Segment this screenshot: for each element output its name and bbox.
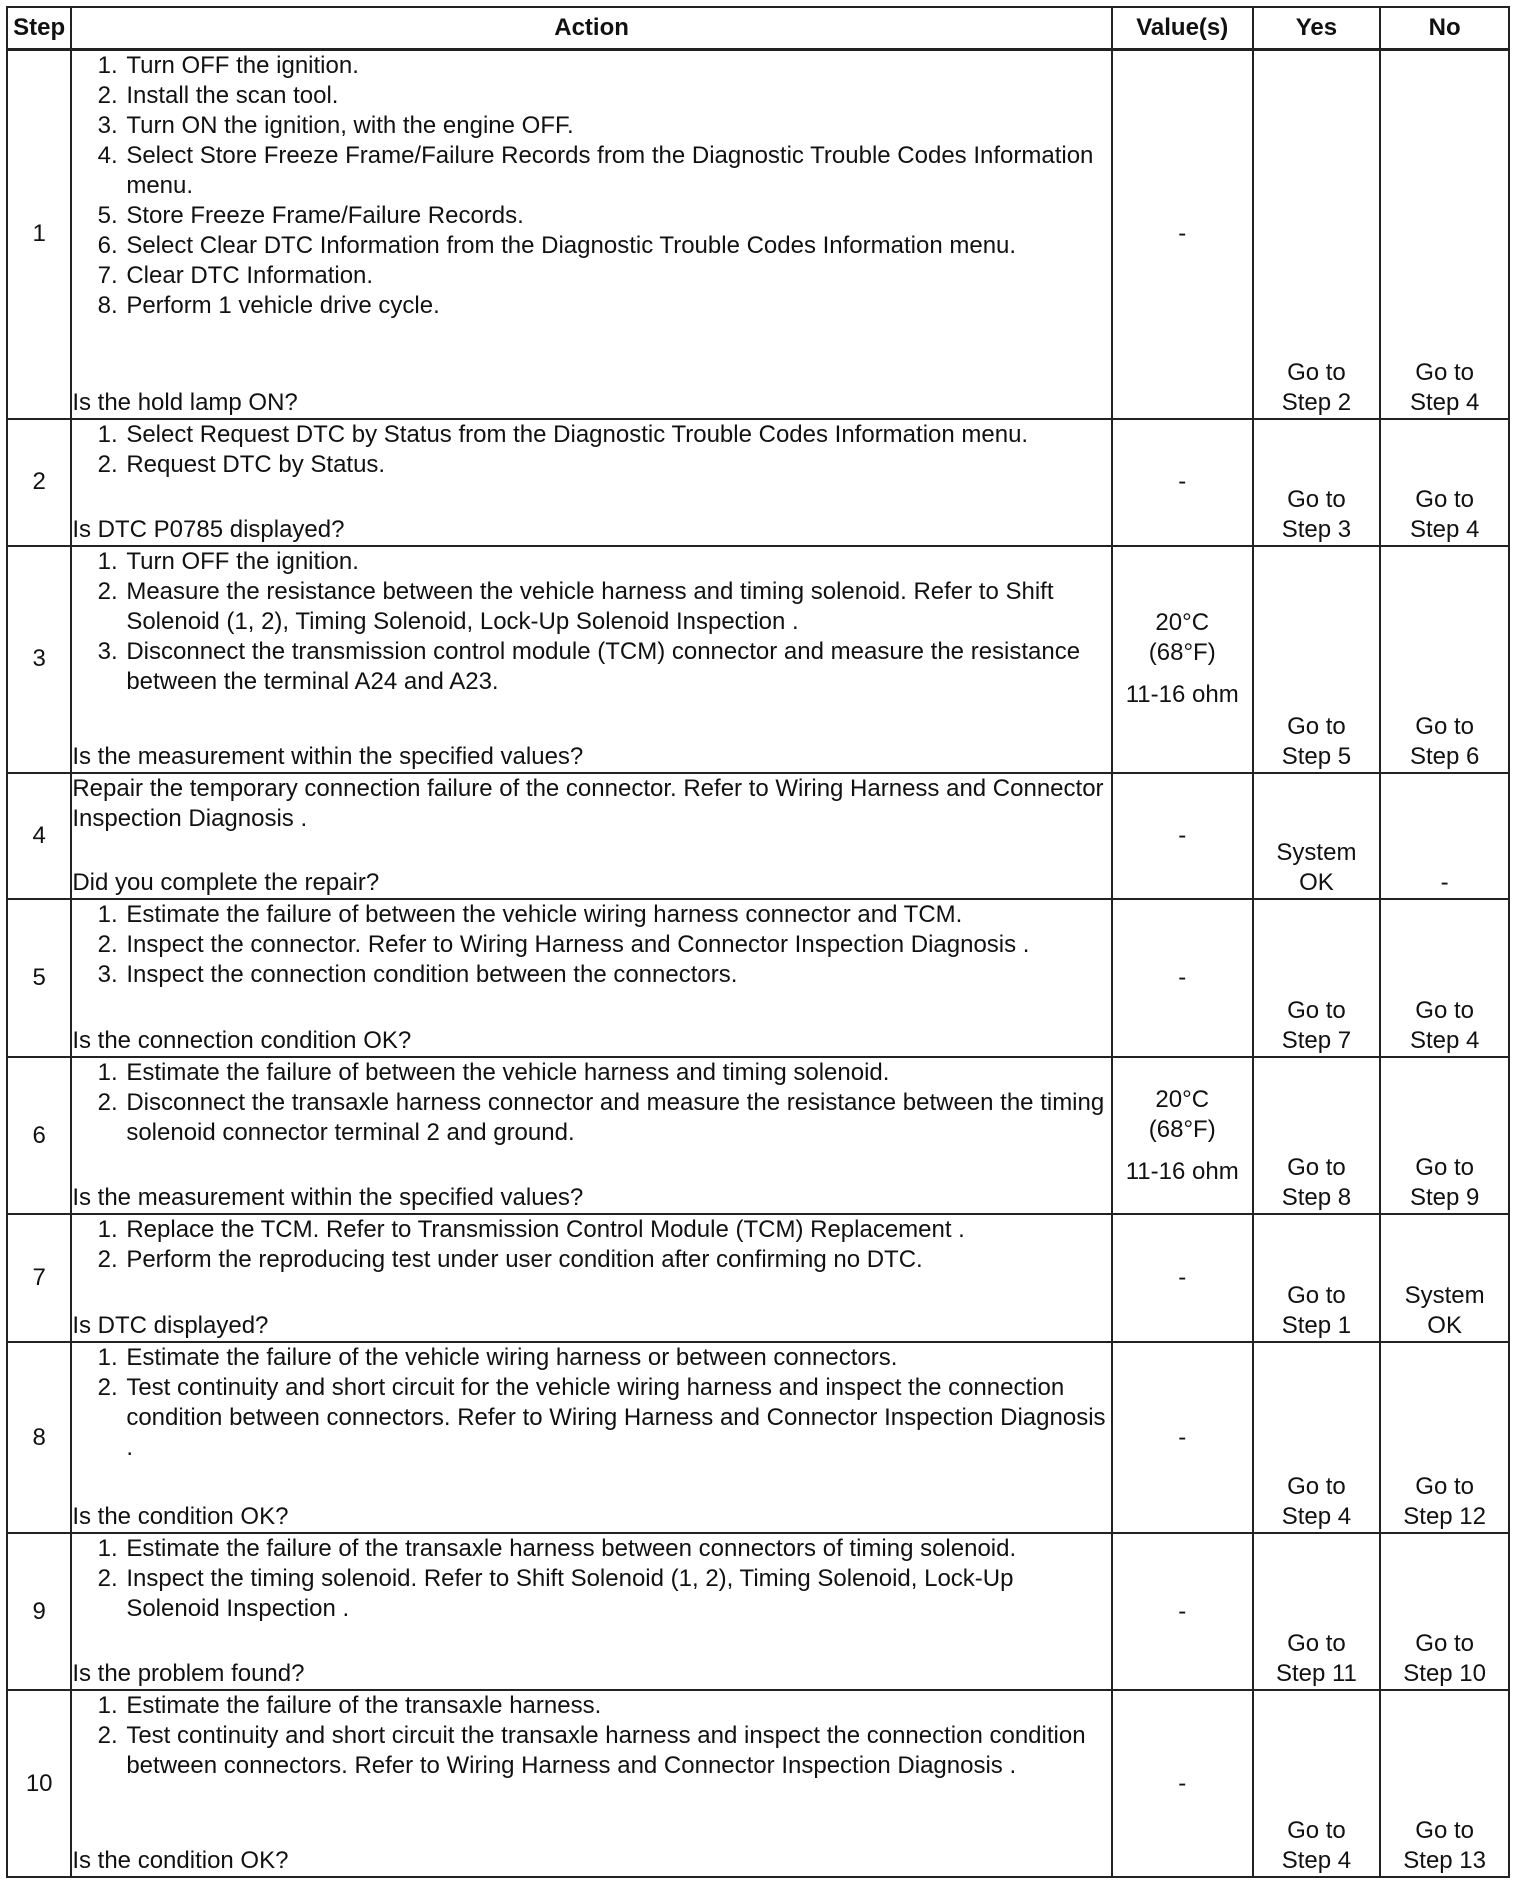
yes-line: Go to [1287, 997, 1346, 1025]
value-cell [1112, 546, 1253, 773]
value-line: (68°F) [1148, 639, 1216, 667]
no-cell [1380, 1342, 1509, 1533]
table-row [7, 773, 1509, 899]
instruction-list [72, 1215, 1111, 1275]
instruction-list [72, 900, 1111, 990]
instruction-item: 1. Turn OFF the ignition. [124, 547, 1111, 577]
instruction-list [72, 1534, 1111, 1624]
table-row [7, 419, 1509, 547]
value-text: - [1178, 1597, 1187, 1625]
no-cell [1380, 1057, 1509, 1214]
value-line: 20°C [1155, 1085, 1210, 1113]
value-cell [1112, 419, 1253, 547]
action-content [72, 420, 1111, 546]
instruction-item: 2. Inspect the connector. Refer to Wiring Harness and Connector Inspection Diagnosis . [124, 930, 1111, 960]
action-instructions [72, 774, 1111, 834]
yes-line: System [1276, 839, 1357, 867]
step-number: 2 [7, 419, 71, 547]
step-number: 6 [7, 1057, 71, 1214]
yes-cell [1253, 419, 1381, 547]
yes-line: Step 7 [1281, 1027, 1352, 1055]
value-text: - [1178, 1264, 1187, 1292]
no-line: Step 4 [1409, 516, 1480, 544]
no-line: Go to [1415, 358, 1474, 386]
yes-line: Go to [1287, 1817, 1346, 1844]
action-cell [71, 1057, 1112, 1214]
action-instructions [72, 1534, 1111, 1624]
no-line: OK [1427, 1311, 1462, 1339]
value-line: 11-16 ohm [1125, 1157, 1239, 1185]
action-content [72, 51, 1111, 418]
action-question: Is the condition OK? [72, 1503, 289, 1531]
action-content [72, 1215, 1111, 1341]
no-cell [1380, 50, 1509, 419]
action-question: Is the condition OK? [72, 1847, 289, 1874]
step-number: 9 [7, 1533, 71, 1690]
yes-line: Go to [1287, 358, 1346, 386]
yes-cell [1253, 1214, 1381, 1342]
instruction-item: 2. Disconnect the transaxle harness connector and measure the resistance between the timing solenoid connector terminal 2 and ground. [124, 1088, 1111, 1148]
yes-line: Step 4 [1281, 1847, 1352, 1874]
action-instructions [72, 547, 1111, 697]
yes-line: Step 4 [1281, 1503, 1352, 1531]
table-row [7, 50, 1509, 419]
no-cell [1380, 419, 1509, 547]
value-line: 20°C [1155, 609, 1210, 637]
action-cell [71, 1533, 1112, 1690]
instruction-list [72, 1343, 1111, 1463]
instruction-item: 3. Disconnect the transmission control module (TCM) connector and measure the resistance between the terminal A24 and A23. [124, 637, 1111, 697]
yes-line: Step 1 [1281, 1311, 1352, 1339]
no-line: Step 9 [1409, 1184, 1480, 1212]
instruction-item: 2. Request DTC by Status. [124, 450, 1111, 480]
action-content [72, 1343, 1111, 1532]
yes-line: Step 5 [1281, 742, 1352, 770]
instruction-item: 2. Install the scan tool. [124, 81, 1111, 111]
action-cell [71, 899, 1112, 1057]
yes-line: Go to [1287, 1281, 1346, 1309]
instruction-item: 2. Test continuity and short circuit the transaxle harness and inspect the connection condition between connectors. Refer to Wiring Harness and Connector Inspection Diagnosis . [124, 1721, 1111, 1781]
yes-line: Step 3 [1281, 516, 1352, 544]
action-instructions [72, 1691, 1111, 1781]
value-cell [1112, 1533, 1253, 1690]
table-row [7, 1214, 1509, 1342]
value-cell [1112, 1690, 1253, 1877]
yes-cell [1253, 773, 1381, 899]
value-text: - [1178, 1423, 1187, 1451]
no-cell [1380, 546, 1509, 773]
yes-line: Step 2 [1281, 388, 1352, 416]
no-line: Step 6 [1409, 742, 1480, 770]
instruction-item: 1. Estimate the failure of between the vehicle harness and timing solenoid. [124, 1058, 1111, 1088]
no-line: Go to [1415, 1817, 1474, 1844]
no-cell [1380, 1214, 1509, 1342]
no-cell [1380, 1690, 1509, 1877]
no-cell [1380, 1533, 1509, 1690]
yes-cell [1253, 546, 1381, 773]
step-number: 1 [7, 50, 71, 419]
step-number: 3 [7, 546, 71, 773]
action-cell [71, 1690, 1112, 1877]
no-line: Step 13 [1403, 1847, 1486, 1874]
yes-line: Step 8 [1281, 1184, 1352, 1212]
value-cell [1112, 50, 1253, 419]
action-instructions [72, 1215, 1111, 1275]
instruction-list [72, 51, 1111, 321]
yes-line: Step 11 [1275, 1660, 1357, 1688]
header-values: Value(s) [1112, 7, 1253, 50]
yes-line: Go to [1287, 1630, 1346, 1658]
yes-cell [1253, 1342, 1381, 1533]
instruction-item: 4. Select Store Freeze Frame/Failure Records from the Diagnostic Trouble Codes Information menu. [124, 141, 1111, 201]
action-question: Is the connection condition OK? [72, 1027, 412, 1055]
instruction-item: 2. Perform the reproducing test under user condition after confirming no DTC. [124, 1245, 1111, 1275]
value-gap [1113, 1145, 1252, 1157]
instruction-item: 1. Estimate the failure of between the vehicle wiring harness connector and TCM. [124, 900, 1111, 930]
yes-cell [1253, 1690, 1381, 1877]
step-number: 8 [7, 1342, 71, 1533]
table-row [7, 899, 1509, 1057]
instruction-text: Repair the temporary connection failure of the connector. Refer to Wiring Harness and Connector Inspection Diagnosis . [72, 774, 1104, 832]
action-instructions [72, 1058, 1111, 1148]
step-number: 5 [7, 899, 71, 1057]
value-line: 11-16 ohm [1125, 681, 1239, 709]
no-line: Go to [1415, 712, 1474, 740]
value-text: - [1178, 1769, 1187, 1797]
instruction-item: 6. Select Clear DTC Information from the Diagnostic Trouble Codes Information menu. [124, 231, 1111, 261]
no-line: Step 10 [1403, 1660, 1486, 1688]
instruction-list [72, 1691, 1111, 1781]
yes-line: OK [1299, 869, 1334, 897]
action-question: Is the problem found? [72, 1660, 305, 1688]
table-body [7, 50, 1509, 1878]
action-question: Is the measurement within the specified values? [72, 742, 584, 770]
action-instructions [72, 420, 1111, 480]
no-line: Go to [1415, 1630, 1474, 1658]
instruction-item: 8. Perform 1 vehicle drive cycle. [124, 291, 1111, 321]
instruction-item: 2. Inspect the timing solenoid. Refer to Shift Solenoid (1, 2), Timing Solenoid, Lock-Up Solenoid Inspection . [124, 1564, 1111, 1624]
no-line: Step 4 [1409, 1027, 1480, 1055]
value-text: - [1178, 821, 1187, 849]
value-cell [1112, 899, 1253, 1057]
action-cell [71, 1214, 1112, 1342]
value-text: - [1178, 220, 1187, 248]
action-content [72, 774, 1111, 898]
action-cell [71, 773, 1112, 899]
action-question: Is the measurement within the specified values? [72, 1184, 584, 1212]
no-line: Go to [1415, 486, 1474, 514]
instruction-item: 3. Inspect the connection condition between the connectors. [124, 960, 1111, 990]
instruction-item: 3. Turn ON the ignition, with the engine OFF. [124, 111, 1111, 141]
no-cell [1380, 773, 1509, 899]
no-cell [1380, 899, 1509, 1057]
instruction-item: 1. Turn OFF the ignition. [124, 51, 1111, 81]
no-line: Go to [1415, 1154, 1474, 1182]
no-line: Go to [1415, 1473, 1474, 1501]
instruction-item: 2. Test continuity and short circuit for the vehicle wiring harness and inspect the connection condition between connectors. Refer to Wiring Harness and Connector Inspection Diagnosis . [124, 1373, 1111, 1463]
instruction-item: 5. Store Freeze Frame/Failure Records. [124, 201, 1111, 231]
value-text: - [1178, 468, 1187, 496]
table-row [7, 1690, 1509, 1877]
instruction-item: 1. Estimate the failure of the vehicle wiring harness or between connectors. [124, 1343, 1111, 1373]
step-number: 10 [7, 1690, 71, 1877]
table-row [7, 1533, 1509, 1690]
value-cell [1112, 1342, 1253, 1533]
value-gap [1113, 668, 1252, 680]
instruction-item: 1. Estimate the failure of the transaxle harness between connectors of timing solenoid. [124, 1534, 1111, 1564]
instruction-item: 2. Measure the resistance between the vehicle harness and timing solenoid. Refer to Shift Solenoid (1, 2), Timing Solenoid, Lock-Up Solenoid Inspection . [124, 577, 1111, 637]
action-cell [71, 546, 1112, 773]
instruction-item: 1. Select Request DTC by Status from the Diagnostic Trouble Codes Information menu. [124, 420, 1111, 450]
diagnostic-table [6, 6, 1510, 1878]
no-line: Step 4 [1409, 388, 1480, 416]
action-question: Is DTC displayed? [72, 1311, 269, 1339]
step-number: 4 [7, 773, 71, 899]
yes-line: Go to [1287, 712, 1346, 740]
table-row [7, 546, 1509, 773]
header-action: Action [71, 7, 1112, 50]
action-cell [71, 1342, 1112, 1533]
instruction-list [72, 1058, 1111, 1148]
action-content [72, 547, 1111, 772]
no-line: System [1404, 1281, 1485, 1309]
action-instructions [72, 1343, 1111, 1463]
no-line: - [1440, 869, 1449, 897]
action-content [72, 1058, 1111, 1213]
action-question: Is the hold lamp ON? [72, 388, 298, 416]
instruction-list [72, 420, 1111, 480]
instruction-item: 1. Estimate the failure of the transaxle harness. [124, 1691, 1111, 1721]
action-instructions [72, 51, 1111, 321]
yes-line: Go to [1287, 1154, 1346, 1182]
instruction-item: 1. Replace the TCM. Refer to Transmission Control Module (TCM) Replacement . [124, 1215, 1111, 1245]
value-line: (68°F) [1148, 1115, 1216, 1143]
action-instructions [72, 900, 1111, 990]
header-yes: Yes [1253, 7, 1381, 50]
yes-line: Go to [1287, 1473, 1346, 1501]
yes-cell [1253, 1057, 1381, 1214]
header-row [7, 7, 1509, 50]
step-number: 7 [7, 1214, 71, 1342]
header-no: No [1380, 7, 1509, 50]
action-content [72, 1691, 1111, 1876]
header-step: Step [7, 7, 71, 50]
yes-cell [1253, 899, 1381, 1057]
action-content [72, 900, 1111, 1056]
value-cell [1112, 773, 1253, 899]
table-row [7, 1342, 1509, 1533]
instruction-item: 7. Clear DTC Information. [124, 261, 1111, 291]
yes-line: Go to [1287, 486, 1346, 514]
action-cell [71, 419, 1112, 547]
value-text: - [1178, 964, 1187, 992]
action-content [72, 1534, 1111, 1689]
action-question: Is DTC P0785 displayed? [72, 516, 345, 544]
no-line: Go to [1415, 997, 1474, 1025]
yes-cell [1253, 50, 1381, 419]
value-cell [1112, 1214, 1253, 1342]
yes-cell [1253, 1533, 1381, 1690]
action-question: Did you complete the repair? [72, 869, 380, 897]
no-line: Step 12 [1403, 1503, 1486, 1531]
instruction-list [72, 547, 1111, 697]
value-cell [1112, 1057, 1253, 1214]
table-row [7, 1057, 1509, 1214]
action-cell [71, 50, 1112, 419]
